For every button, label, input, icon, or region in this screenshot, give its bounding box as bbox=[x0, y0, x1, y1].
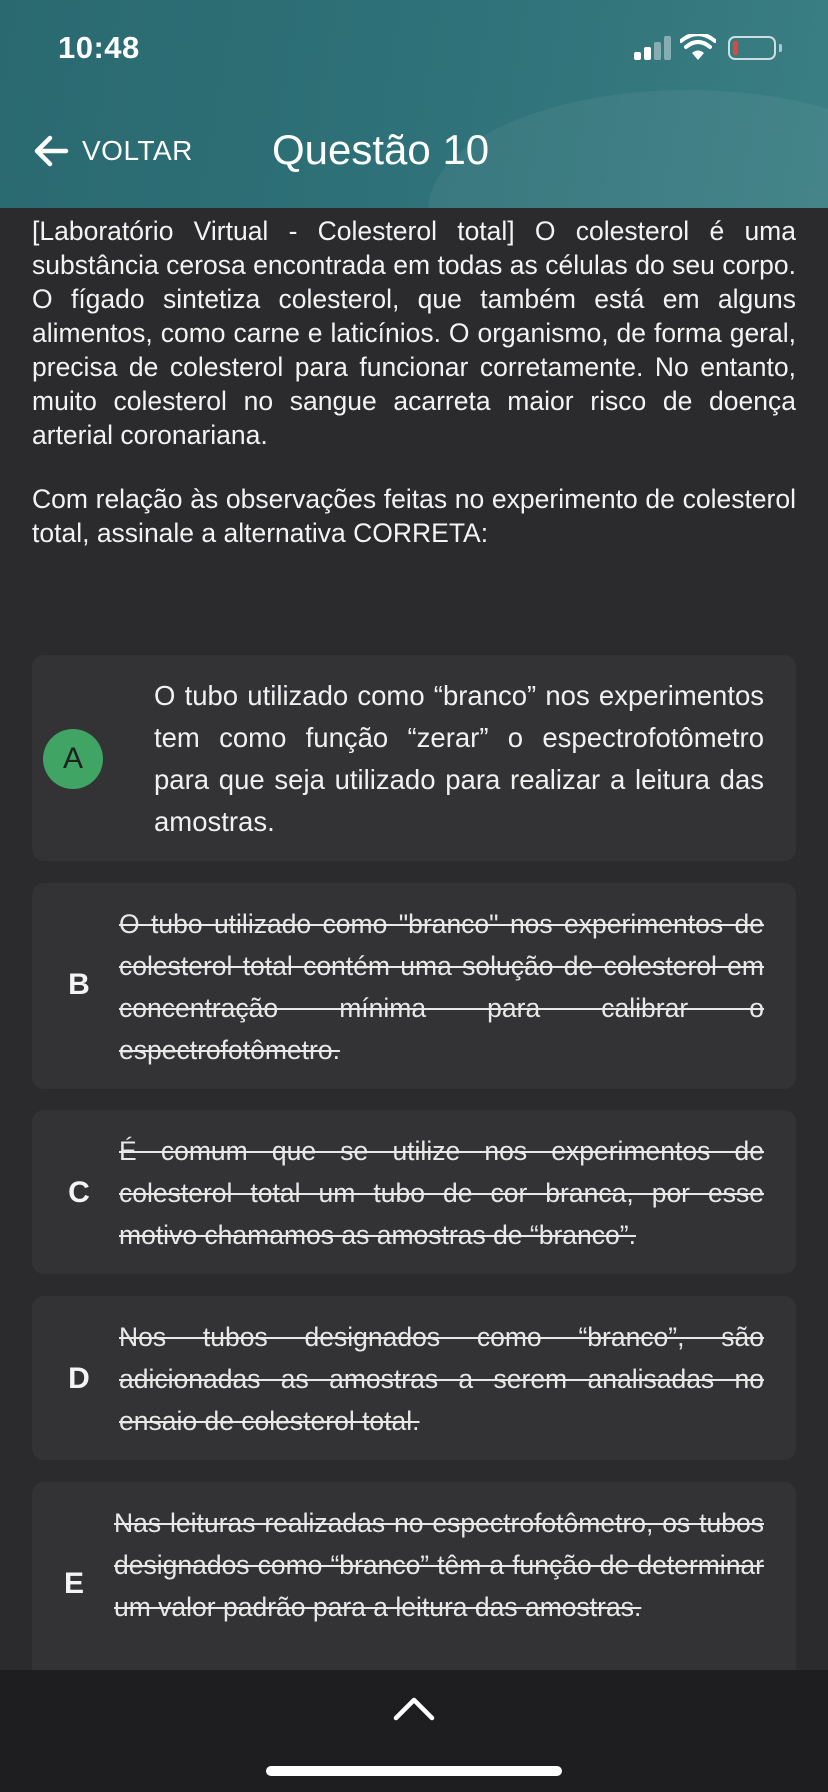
app-header bbox=[0, 0, 828, 208]
option-text-struck: É comum que se utilize nos experimentos de colesterol total um tubo de cor branca, por esse motivo chamamos as amostras de “branco”. bbox=[119, 1136, 764, 1250]
chevron-up-icon[interactable] bbox=[392, 1694, 436, 1722]
option-text-struck: Nos tubos designados como “branco”, são adicionadas as amostras a serem analisadas no ensaio de colesterol total. bbox=[119, 1322, 764, 1436]
option-letter: D bbox=[68, 1362, 90, 1395]
answer-option-a[interactable] bbox=[32, 655, 796, 861]
home-indicator bbox=[266, 1766, 562, 1776]
arrow-left-icon bbox=[30, 130, 72, 172]
back-button[interactable] bbox=[30, 128, 193, 174]
cellular-signal-icon bbox=[634, 36, 672, 60]
option-letter: B bbox=[68, 968, 90, 1001]
option-text: O tubo utilizado como “branco” nos experimentos tem como função “zerar” o espectrofotômetro para que seja utilizado para realizar a leitura das amostras. bbox=[154, 680, 764, 837]
answer-option-c[interactable] bbox=[32, 1110, 796, 1274]
answer-option-d[interactable] bbox=[32, 1296, 796, 1460]
option-text-struck: O tubo utilizado como "branco" nos experimentos de colesterol total contém uma solução de colesterol em concentração mínima para calibrar o espectrofotômetro. bbox=[119, 909, 764, 1065]
option-letter: C bbox=[68, 1176, 90, 1209]
option-text-struck: Nas leituras realizadas no espectrofotômetro, os tubos designados como “branco” têm a função de determinar um valor padrão para a leitura das amostras. bbox=[114, 1508, 764, 1622]
option-letter: E bbox=[63, 1567, 84, 1600]
bottom-bar bbox=[0, 1670, 828, 1792]
question-body bbox=[32, 214, 796, 550]
battery-icon bbox=[728, 36, 776, 60]
status-time: 10:48 bbox=[58, 30, 140, 65]
option-letter-badge-selected: A bbox=[43, 729, 103, 789]
question-prompt: Com relação às observações feitas no experimento de colesterol total, assinale a alternativa CORRETA: bbox=[32, 484, 796, 548]
page-title: Questão 10 bbox=[272, 126, 490, 173]
wifi-icon bbox=[680, 34, 716, 62]
question-context: [Laboratório Virtual - Colesterol total] O colesterol é uma substância cerosa encontrada em todas as células do seu corpo. O fígado sintetiza colesterol, que também está em alguns alimentos, como carne e laticínios. O organismo, de forma geral, precisa de colesterol para funcionar corretamente. No entanto, muito colesterol no sangue acarreta maior risco de doença arterial coronariana. bbox=[32, 216, 796, 450]
status-icons bbox=[634, 36, 794, 64]
answer-option-b[interactable] bbox=[32, 883, 796, 1089]
answer-option-e[interactable] bbox=[32, 1482, 796, 1688]
back-label: VOLTAR bbox=[82, 135, 193, 166]
battery-tip bbox=[779, 44, 782, 52]
